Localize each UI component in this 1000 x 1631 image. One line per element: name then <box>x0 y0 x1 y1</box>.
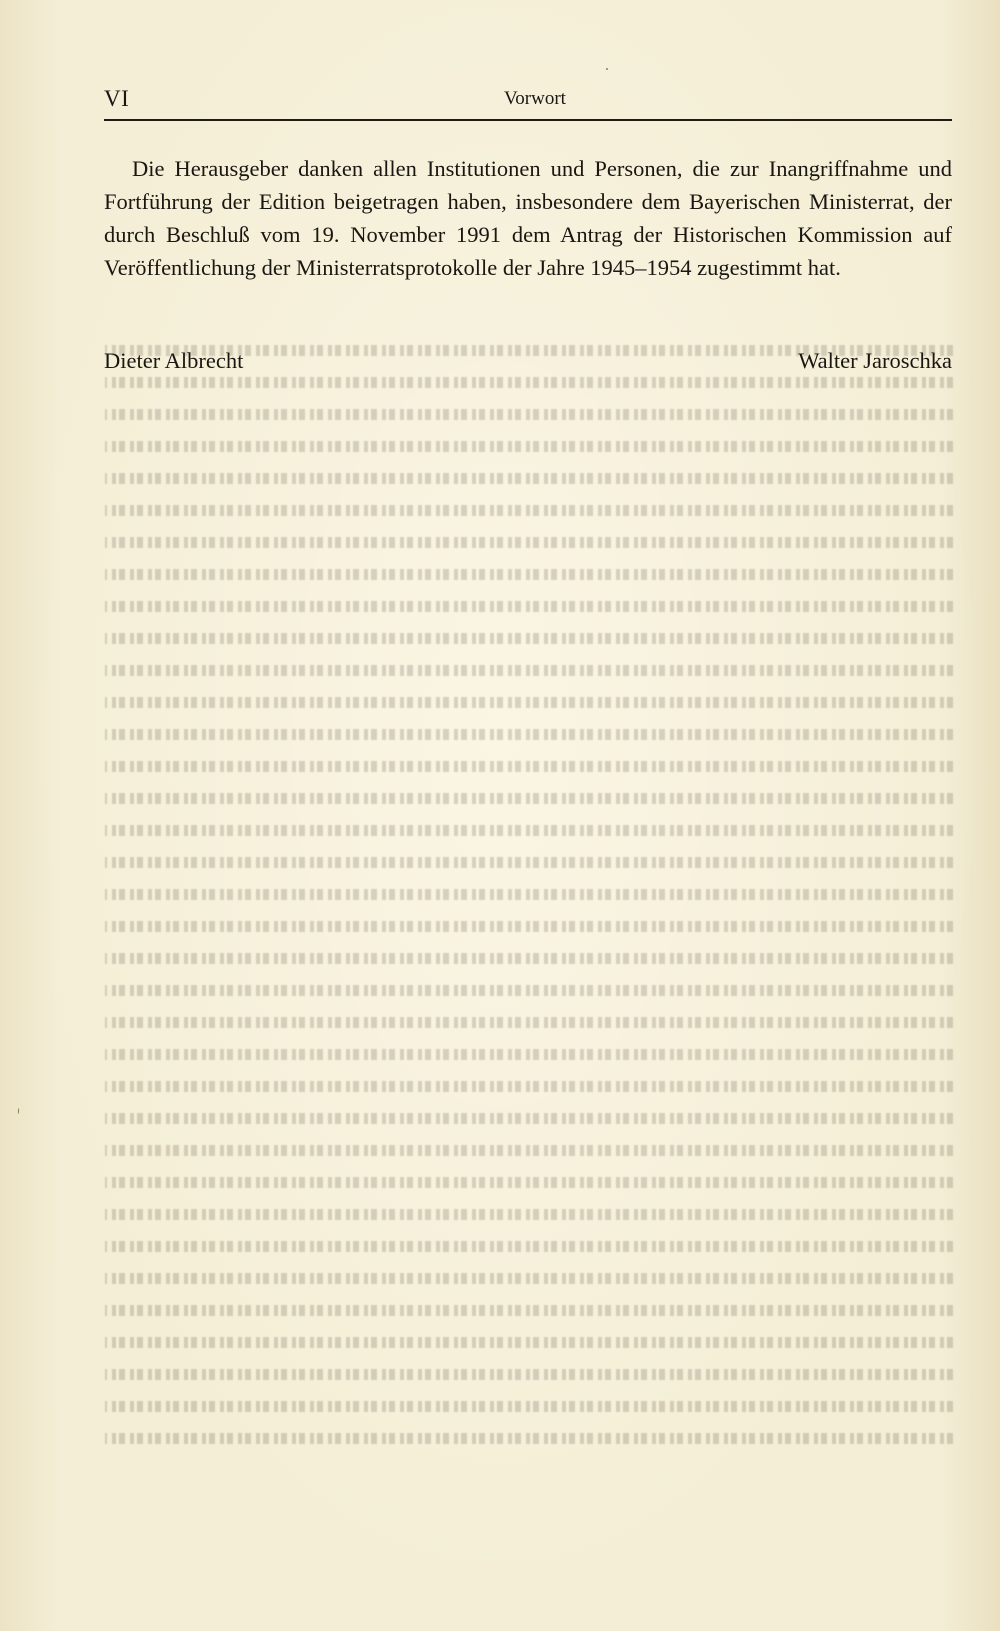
signature-left: Dieter Albrecht <box>104 348 244 373</box>
signature-line <box>104 348 952 380</box>
paper-speck <box>606 68 608 70</box>
running-title: Vorwort <box>504 88 566 109</box>
paper-speck <box>18 1108 19 1114</box>
signature-right: Walter Jaroschka <box>798 348 952 373</box>
show-through-text <box>105 335 953 1465</box>
acknowledgement-paragraph: Die Herausgeber danken allen Institutionen und Personen, die zur Inangriffnahme und Fortführung der Edition beigetragen haben, insbesondere dem Bayerischen Ministerrat, der durch Beschluß vom 19. November 1991 dem Antrag der Historischen Kommission auf Veröffentlichung der Ministerratsprotokolle der Jahre 1945–1954 zugestimmt hat. <box>104 156 952 280</box>
page-header <box>104 86 952 120</box>
header-rule <box>104 119 952 121</box>
page-number: VI <box>104 86 130 111</box>
